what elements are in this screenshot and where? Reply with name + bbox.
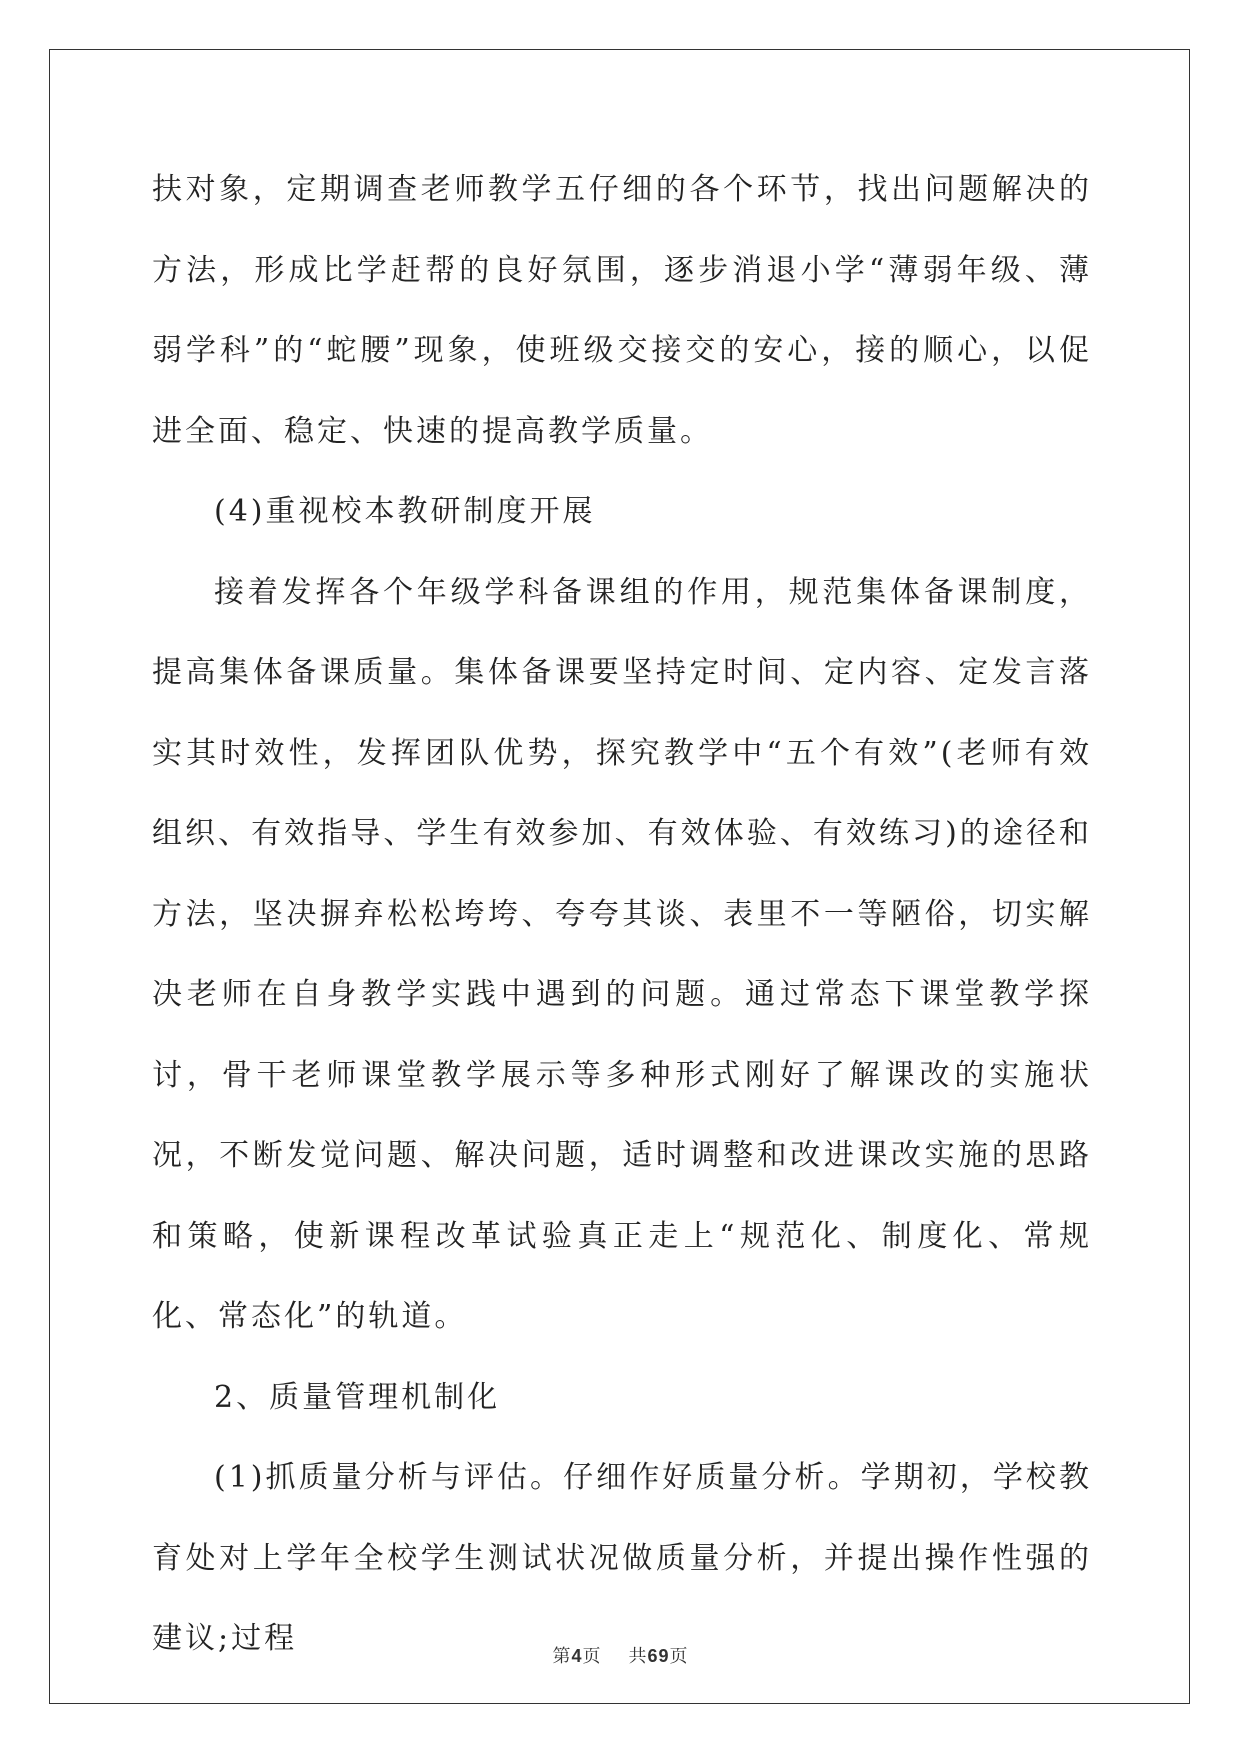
- document-body: [152, 150, 1092, 1680]
- paragraph: (1)抓质量分析与评估。仔细作好质量分析。学期初，学校教育处对上学年全校学生测试状况做质量分析，并提出操作性强的建议;过程: [152, 1460, 1092, 1656]
- total-pages-number: 69: [647, 1646, 670, 1666]
- section-heading: 2、质量管理机制化: [214, 1379, 501, 1415]
- paragraph: 接着发挥各个年级学科备课组的作用，规范集体备课制度，提高集体备课质量。集体备课要坚持定时间、定内容、定发言落实其时效性，发挥团队优势，探究教学中“五个有效”(老师有效组织、有效指导、学生有效参加、有效体验、有效练习)的途径和方法，坚决摒弃松松垮垮、夸夸其谈、表里不一等陋俗，切实解决老师在自身教学实践中遇到的问题。通过常态下课堂教学探讨，骨干老师课堂教学展示等多种形式刚好了解课改的实施状况，不断发觉问题、解决问题，适时调整和改进课改实施的思路和策略，使新课程改革试验真正走上“规范化、制度化、常规化、常态化”的轨道。: [152, 574, 1092, 1334]
- page-footer: [0, 1642, 1241, 1668]
- footer-total-suffix: 页: [669, 1646, 689, 1667]
- footer-page-suffix: 页: [582, 1646, 602, 1667]
- section-heading: (4)重视校本教研制度开展: [214, 494, 596, 529]
- paragraph: 扶对象，定期调查老师教学五仔细的各个环节，找出问题解决的方法，形成比学赶帮的良好氛围，逐步消退小学“薄弱年级、薄弱学科”的“蛇腰”现象，使班级交接交的安心，接的顺心，以促进全面、稳定、快速的提高教学质量。: [152, 172, 1092, 449]
- current-page-number: 4: [571, 1646, 583, 1666]
- footer-prefix: 第: [552, 1646, 572, 1667]
- footer-total-prefix: 共: [628, 1646, 648, 1667]
